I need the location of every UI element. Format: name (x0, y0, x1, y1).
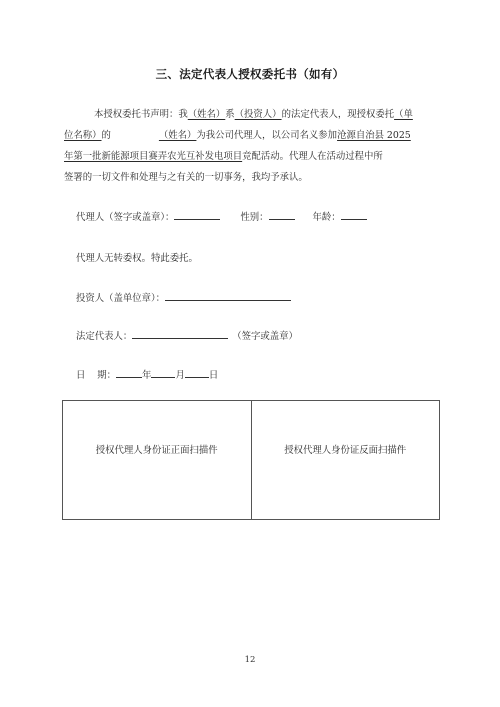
day-blank[interactable] (185, 367, 209, 378)
statement-line-3 (64, 146, 444, 167)
date-label: 日 期： (76, 370, 117, 381)
date-row (76, 367, 218, 381)
agent-signature-label: 代理人（签字或盖章）： (76, 212, 175, 223)
statement-text: 竞配活动。代理人在活动过程中所 (242, 151, 383, 162)
unit-name-field: 位名称） (64, 130, 102, 141)
document-title: 三、法定代表人授权委托书（如有） (155, 67, 345, 81)
id-back-scan-label: 授权代理人身份证反面扫描件 (284, 445, 407, 456)
year-blank[interactable] (116, 367, 142, 378)
statement-line-4: 签署的一切文件和处理与之有关的一切事务，我均予承认。 (64, 172, 308, 183)
principal-name-field: （姓名） (187, 109, 226, 120)
statement-text: 为我公司代理人，以公司名义参加 (196, 130, 338, 141)
investor-row (76, 290, 291, 304)
statement-line-2 (64, 125, 444, 146)
legal-rep-blank[interactable] (132, 328, 228, 339)
month-blank[interactable] (151, 367, 175, 378)
age-blank[interactable] (341, 209, 367, 220)
id-front-scan-cell[interactable] (63, 401, 251, 519)
investor-seal-label: 投资人（盖单位章）： (76, 293, 166, 304)
agent-row (76, 209, 367, 223)
project-name: 年第一批新能源项目赛弄农光互补发电项目 (64, 151, 243, 162)
statement-line-1 (64, 104, 444, 125)
agent-name-field: （姓名） (158, 130, 197, 141)
statement-text: 系 (225, 109, 235, 120)
gender-label: 性别： (240, 212, 269, 223)
statement-text: 的法定代表人，现授权委托 (281, 109, 395, 120)
id-front-scan-label: 授权代理人身份证正面扫描件 (95, 445, 218, 456)
project-name: 沧源自治县 2025 (337, 130, 411, 141)
age-label: 年龄： (312, 212, 341, 223)
month-label: 月 (175, 370, 185, 381)
investor-seal-blank[interactable] (165, 290, 291, 301)
no-transfer-statement: 代理人无转委权。特此委托。 (76, 253, 198, 264)
gender-blank[interactable] (269, 209, 295, 220)
statement-text: 的 (101, 130, 111, 141)
investor-field: （投资人） (234, 109, 282, 120)
statement-text: 本授权委托书声明：我 (94, 109, 188, 120)
day-label: 日 (208, 370, 219, 381)
legal-rep-label: 法定代表人： (76, 331, 133, 342)
signature-or-seal-note: （签字或盖章） (232, 331, 298, 342)
page-number: 12 (244, 655, 256, 665)
year-label: 年 (142, 370, 152, 381)
legal-rep-row (76, 328, 298, 342)
authorization-statement (64, 104, 444, 188)
agent-signature-blank[interactable] (174, 209, 220, 220)
id-scan-table (62, 400, 440, 520)
unit-name-field: （单 (394, 109, 413, 120)
id-back-scan-cell[interactable] (251, 401, 440, 519)
